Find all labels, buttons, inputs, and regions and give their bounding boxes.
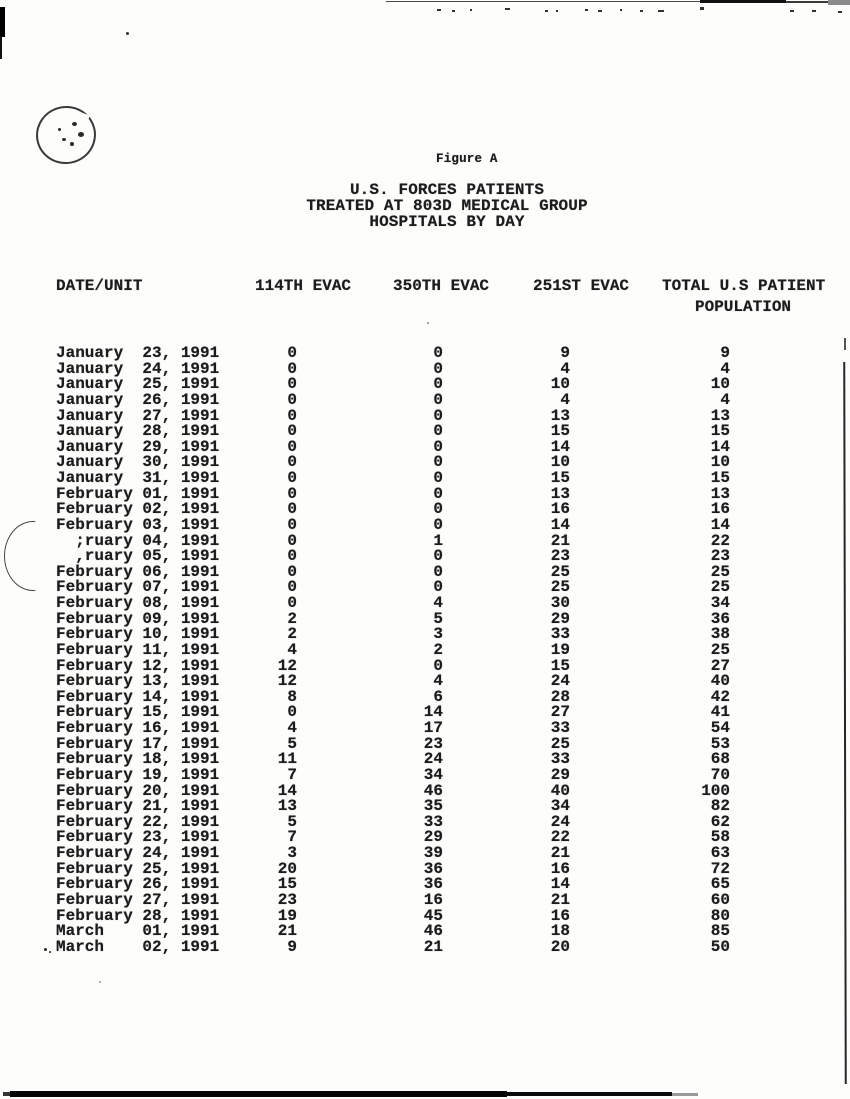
row-350th-evac-value: 5 xyxy=(433,609,443,628)
row-251st-evac-value: 14 xyxy=(550,515,570,534)
row-251st-evac-value: 33 xyxy=(550,625,570,644)
row-350th-evac-value: 34 xyxy=(423,765,443,784)
row-251st-evac-value: 24 xyxy=(550,672,570,691)
row-350th-evac-value: 0 xyxy=(433,515,443,534)
scan-bar-left-edge-2 xyxy=(0,36,2,59)
row-251st-evac-value: 33 xyxy=(550,750,570,769)
figure-label: Figure A xyxy=(436,152,498,166)
row-251st-evac-value: 16 xyxy=(550,500,570,519)
scan-bar-left-edge xyxy=(0,7,5,37)
row-251st-evac-value: 10 xyxy=(550,375,570,394)
row-date: January 25, 1991 xyxy=(56,375,220,394)
row-total-value: 22 xyxy=(710,531,730,550)
row-251st-evac-value: 18 xyxy=(550,922,570,941)
row-date: February 06, 1991 xyxy=(56,562,220,581)
row-114th-evac-value: 0 xyxy=(287,390,297,409)
row-date: February 23, 1991 xyxy=(56,828,220,847)
row-114th-evac-value: 0 xyxy=(287,406,297,425)
stamp-mark-speck xyxy=(78,132,84,137)
row-total-value: 41 xyxy=(710,703,730,722)
scan-bar-bottom-lead xyxy=(3,1092,10,1096)
row-total-value: 40 xyxy=(710,672,730,691)
row-114th-evac-value: 0 xyxy=(287,594,297,612)
row-350th-evac-value: 36 xyxy=(423,875,443,894)
row-total-value: 27 xyxy=(710,656,730,675)
title-line-2: TREATED AT 803D MEDICAL GROUP xyxy=(306,196,588,215)
row-350th-evac-value: 3 xyxy=(433,625,443,644)
table-row xyxy=(0,937,850,956)
scan-line-top-thick xyxy=(700,0,786,3)
row-350th-evac-value: 46 xyxy=(423,781,443,800)
row-350th-evac-value: 36 xyxy=(423,859,443,878)
row-350th-evac-value: 0 xyxy=(433,344,443,362)
document-title xyxy=(44,183,850,230)
row-350th-evac-value: 33 xyxy=(423,812,443,831)
row-114th-evac-value: 21 xyxy=(277,922,297,941)
row-114th-evac-value: 0 xyxy=(287,453,297,472)
row-251st-evac-value: 25 xyxy=(550,734,570,753)
scan-speck xyxy=(585,9,588,11)
scan-speck xyxy=(790,10,794,12)
column-header-total-line1: TOTAL U.S PATIENT xyxy=(662,277,826,295)
row-total-value: 14 xyxy=(710,437,730,456)
row-114th-evac-value: 0 xyxy=(287,375,297,394)
row-date: February 17, 1991 xyxy=(56,734,220,753)
row-total-value: 25 xyxy=(710,562,730,581)
row-date: February 09, 1991 xyxy=(56,609,220,628)
row-350th-evac-value: 0 xyxy=(433,390,443,409)
row-251st-evac-value: 40 xyxy=(550,781,570,800)
stamp-mark-speck xyxy=(70,142,74,146)
column-header-251st-evac: 251ST EVAC xyxy=(533,277,630,295)
row-114th-evac-value: 0 xyxy=(287,422,297,441)
scan-bar-bottom xyxy=(10,1091,507,1098)
row-350th-evac-value: 0 xyxy=(433,422,443,441)
row-date: February 07, 1991 xyxy=(56,578,220,597)
row-251st-evac-value: 21 xyxy=(550,844,570,862)
scan-line-top-thin xyxy=(386,1,700,2)
row-total-value: 42 xyxy=(710,687,730,706)
row-date: ;ruary 04, 1991 xyxy=(56,531,220,550)
row-date: March 01, 1991 xyxy=(56,922,220,941)
scan-bar-bottom-tail xyxy=(672,1093,698,1096)
row-114th-evac-value: 11 xyxy=(277,750,297,769)
row-251st-evac-value: 29 xyxy=(550,765,570,784)
row-251st-evac-value: 15 xyxy=(550,469,570,487)
row-251st-evac-value: 23 xyxy=(550,547,570,566)
row-350th-evac-value: 0 xyxy=(433,562,443,581)
row-total-value: 9 xyxy=(720,344,730,362)
row-251st-evac-value: 24 xyxy=(550,812,570,831)
row-350th-evac-value: 16 xyxy=(423,890,443,909)
row-date: January 27, 1991 xyxy=(56,406,220,425)
row-114th-evac-value: 7 xyxy=(287,828,297,847)
row-350th-evac-value: 6 xyxy=(433,687,443,706)
row-251st-evac-value: 19 xyxy=(550,640,570,659)
scan-speck xyxy=(505,8,510,10)
scan-speck xyxy=(126,32,129,35)
row-total-value: 38 xyxy=(710,625,730,644)
scan-speck xyxy=(427,322,429,324)
row-total-value: 10 xyxy=(710,375,730,394)
row-350th-evac-value: 4 xyxy=(433,672,443,691)
scan-speck xyxy=(470,9,472,11)
row-251st-evac-value: 9 xyxy=(560,344,570,362)
row-114th-evac-value: 0 xyxy=(287,578,297,597)
row-114th-evac-value: 13 xyxy=(277,797,297,816)
row-350th-evac-value: 0 xyxy=(433,547,443,566)
row-total-value: 50 xyxy=(710,937,730,956)
column-header-350th-evac: 350TH EVAC xyxy=(393,277,490,295)
row-251st-evac-value: 30 xyxy=(550,594,570,612)
row-114th-evac-value: 8 xyxy=(287,687,297,706)
row-total-value: 54 xyxy=(710,719,730,737)
row-total-value: 34 xyxy=(710,594,730,612)
row-114th-evac-value: 14 xyxy=(277,781,297,800)
row-date: January 31, 1991 xyxy=(56,469,220,487)
row-date: February 15, 1991 xyxy=(56,703,220,722)
row-total-value: 82 xyxy=(710,797,730,816)
row-date: February 16, 1991 xyxy=(56,719,220,737)
row-date: January 28, 1991 xyxy=(56,422,220,441)
row-114th-evac-value: 3 xyxy=(287,844,297,862)
row-251st-evac-value: 27 xyxy=(550,703,570,722)
row-date: February 26, 1991 xyxy=(56,875,220,894)
scan-speck xyxy=(838,11,842,13)
row-350th-evac-value: 46 xyxy=(423,922,443,941)
row-251st-evac-value: 34 xyxy=(550,797,570,816)
row-total-value: 85 xyxy=(710,922,730,941)
scan-speck xyxy=(437,9,441,11)
row-350th-evac-value: 0 xyxy=(433,500,443,519)
row-350th-evac-value: 24 xyxy=(423,750,443,769)
row-350th-evac-value: 29 xyxy=(423,828,443,847)
row-350th-evac-value: 2 xyxy=(433,640,443,659)
row-total-value: 58 xyxy=(710,828,730,847)
row-total-value: 100 xyxy=(701,781,730,800)
row-350th-evac-value: 17 xyxy=(423,719,443,737)
stamp-mark-speck xyxy=(72,122,77,126)
row-350th-evac-value: 0 xyxy=(433,375,443,394)
row-date: February 03, 1991 xyxy=(56,515,220,534)
row-350th-evac-value: 35 xyxy=(423,797,443,816)
row-114th-evac-value: 0 xyxy=(287,703,297,722)
row-251st-evac-value: 16 xyxy=(550,859,570,878)
row-date: January 23, 1991 xyxy=(56,344,220,362)
scan-blotch-top-corner xyxy=(828,0,850,5)
row-114th-evac-value: 9 xyxy=(287,937,297,956)
row-350th-evac-value: 21 xyxy=(423,937,443,956)
row-350th-evac-value: 0 xyxy=(433,578,443,597)
row-date: February 19, 1991 xyxy=(56,765,220,784)
row-total-value: 15 xyxy=(710,469,730,487)
row-350th-evac-value: 14 xyxy=(423,703,443,722)
row-total-value: 23 xyxy=(710,547,730,566)
stamp-mark-speck xyxy=(58,128,61,131)
row-date: February 21, 1991 xyxy=(56,797,220,816)
data-table xyxy=(0,346,850,955)
row-350th-evac-value: 0 xyxy=(433,656,443,675)
row-251st-evac-value: 13 xyxy=(550,406,570,425)
row-114th-evac-value: 2 xyxy=(287,625,297,644)
row-251st-evac-value: 28 xyxy=(550,687,570,706)
row-251st-evac-value: 33 xyxy=(550,719,570,737)
row-date: January 24, 1991 xyxy=(56,359,220,378)
row-date: February 14, 1991 xyxy=(56,687,220,706)
scan-speck xyxy=(545,10,548,12)
row-114th-evac-value: 5 xyxy=(287,734,297,753)
scan-speck xyxy=(556,10,558,12)
row-total-value: 70 xyxy=(710,765,730,784)
row-251st-evac-value: 4 xyxy=(560,390,570,409)
row-date: February 18, 1991 xyxy=(56,750,220,769)
row-date: February 12, 1991 xyxy=(56,656,220,675)
column-header-114th-evac: 114TH EVAC xyxy=(255,277,352,295)
row-date: January 29, 1991 xyxy=(56,437,220,456)
row-date: January 26, 1991 xyxy=(56,390,220,409)
scan-speck xyxy=(640,10,643,12)
row-total-value: 14 xyxy=(710,515,730,534)
row-114th-evac-value: 4 xyxy=(287,719,297,737)
row-date: February 11, 1991 xyxy=(56,640,220,659)
row-350th-evac-value: 0 xyxy=(433,359,443,378)
stamp-mark xyxy=(31,101,100,169)
row-total-value: 4 xyxy=(720,390,730,409)
row-total-value: 16 xyxy=(710,500,730,519)
row-114th-evac-value: 0 xyxy=(287,562,297,581)
row-total-value: 13 xyxy=(710,484,730,503)
row-251st-evac-value: 4 xyxy=(560,359,570,378)
scan-speck xyxy=(452,10,455,12)
row-114th-evac-value: 0 xyxy=(287,359,297,378)
row-114th-evac-value: 0 xyxy=(287,515,297,534)
row-total-value: 10 xyxy=(710,453,730,472)
row-350th-evac-value: 0 xyxy=(433,437,443,456)
row-251st-evac-value: 14 xyxy=(550,875,570,894)
title-line-3: HOSPITALS BY DAY xyxy=(369,212,525,231)
row-114th-evac-value: 15 xyxy=(277,875,297,894)
row-350th-evac-value: 45 xyxy=(423,906,443,925)
row-date: ,ruary 05, 1991 xyxy=(56,547,220,566)
row-350th-evac-value: 4 xyxy=(433,594,443,612)
row-251st-evac-value: 16 xyxy=(550,906,570,925)
row-350th-evac-value: 0 xyxy=(433,406,443,425)
row-total-value: 25 xyxy=(710,578,730,597)
scan-speck xyxy=(620,9,622,11)
row-114th-evac-value: 0 xyxy=(287,437,297,456)
row-251st-evac-value: 22 xyxy=(550,828,570,847)
row-350th-evac-value: 0 xyxy=(433,453,443,472)
row-114th-evac-value: 23 xyxy=(277,890,297,909)
row-date: February 25, 1991 xyxy=(56,859,220,878)
row-114th-evac-value: 19 xyxy=(277,906,297,925)
row-251st-evac-value: 21 xyxy=(550,890,570,909)
row-total-value: 53 xyxy=(710,734,730,753)
row-114th-evac-value: 0 xyxy=(287,500,297,519)
row-date: February 13, 1991 xyxy=(56,672,220,691)
row-251st-evac-value: 14 xyxy=(550,437,570,456)
row-114th-evac-value: 0 xyxy=(287,547,297,566)
row-total-value: 60 xyxy=(710,890,730,909)
scan-speck xyxy=(812,10,816,12)
row-total-value: 36 xyxy=(710,609,730,628)
row-114th-evac-value: 5 xyxy=(287,812,297,831)
row-350th-evac-value: 0 xyxy=(433,469,443,487)
row-date: February 28, 1991 xyxy=(56,906,220,925)
row-114th-evac-value: 4 xyxy=(287,640,297,659)
scan-speck xyxy=(700,7,704,10)
row-251st-evac-value: 29 xyxy=(550,609,570,628)
column-header-date-unit: DATE/UNIT xyxy=(56,277,143,295)
scan-speck xyxy=(99,981,101,983)
row-251st-evac-value: 10 xyxy=(550,453,570,472)
row-350th-evac-value: 39 xyxy=(423,844,443,862)
row-date: February 02, 1991 xyxy=(56,500,220,519)
row-date: February 08, 1991 xyxy=(56,594,220,612)
row-114th-evac-value: 0 xyxy=(287,484,297,503)
row-251st-evac-value: 25 xyxy=(550,562,570,581)
row-date: February 10, 1991 xyxy=(56,625,220,644)
scan-speck xyxy=(658,10,664,12)
row-251st-evac-value: 13 xyxy=(550,484,570,503)
row-114th-evac-value: 0 xyxy=(287,344,297,362)
scan-line-top-right xyxy=(786,1,828,3)
row-251st-evac-value: 21 xyxy=(550,531,570,550)
row-total-value: 65 xyxy=(710,875,730,894)
row-date: January 30, 1991 xyxy=(56,453,220,472)
scan-speck xyxy=(598,10,602,12)
title-line-1: U.S. FORCES PATIENTS xyxy=(349,181,545,199)
row-114th-evac-value: 0 xyxy=(287,469,297,487)
row-total-value: 4 xyxy=(720,359,730,378)
row-251st-evac-value: 15 xyxy=(550,422,570,441)
column-header-total-line2: POPULATION xyxy=(695,298,792,316)
row-114th-evac-value: 2 xyxy=(287,609,297,628)
row-date: February 22, 1991 xyxy=(56,812,220,831)
row-251st-evac-value: 20 xyxy=(550,937,570,956)
scan-bar-bottom-2 xyxy=(505,1092,672,1096)
row-114th-evac-value: 7 xyxy=(287,765,297,784)
row-total-value: 25 xyxy=(710,640,730,659)
row-total-value: 13 xyxy=(710,406,730,425)
row-114th-evac-value: 20 xyxy=(277,859,297,878)
row-total-value: 80 xyxy=(710,906,730,925)
row-350th-evac-value: 0 xyxy=(433,484,443,503)
row-date: February 24, 1991 xyxy=(56,844,220,862)
row-total-value: 68 xyxy=(710,750,730,769)
row-total-value: 72 xyxy=(710,859,730,878)
row-350th-evac-value: 23 xyxy=(423,734,443,753)
row-251st-evac-value: 15 xyxy=(550,656,570,675)
row-date: February 01, 1991 xyxy=(56,484,220,503)
row-total-value: 62 xyxy=(710,812,730,831)
row-251st-evac-value: 25 xyxy=(550,578,570,597)
row-total-value: 15 xyxy=(710,422,730,441)
row-350th-evac-value: 1 xyxy=(433,531,443,550)
row-114th-evac-value: 0 xyxy=(287,531,297,550)
row-114th-evac-value: 12 xyxy=(277,656,297,675)
stamp-mark-speck xyxy=(62,138,66,141)
row-date: February 20, 1991 xyxy=(56,781,220,800)
row-114th-evac-value: 12 xyxy=(277,672,297,691)
row-date: February 27, 1991 xyxy=(56,890,220,909)
row-date: March 02, 1991 xyxy=(56,937,220,956)
row-total-value: 63 xyxy=(710,844,730,862)
